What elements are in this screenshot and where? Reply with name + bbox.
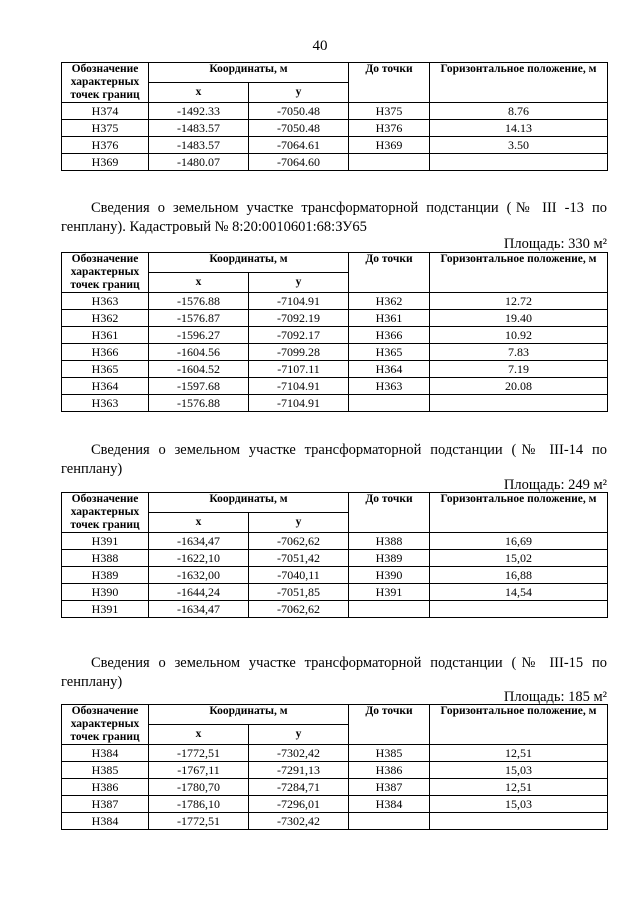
cell-point: Н375 (62, 120, 149, 137)
cell-y: -7296,01 (249, 796, 349, 813)
cell-point: Н388 (62, 550, 149, 567)
cell-point: Н363 (62, 395, 149, 412)
cell-distance (430, 395, 608, 412)
cell-distance: 12.72 (430, 293, 608, 310)
cell-x: -1780,70 (149, 779, 249, 796)
cell-distance: 8.76 (430, 103, 608, 120)
cell-y: -7302,42 (249, 813, 349, 830)
cell-distance: 20.08 (430, 378, 608, 395)
table-header-row (62, 705, 608, 725)
cell-y: -7104.91 (249, 378, 349, 395)
header-point: Обозначение характерных точек границ (62, 705, 149, 745)
cell-point: Н361 (62, 327, 149, 344)
section-description: Сведения о земельном участке трансформаторной подстанции (№ III-14 по генплану) (61, 442, 607, 477)
header-coordinates: Координаты, м (149, 705, 349, 725)
cell-x: -1596.27 (149, 327, 249, 344)
cell-y: -7062,62 (249, 601, 349, 618)
cell-x: -1632,00 (149, 567, 249, 584)
cell-y: -7064.60 (249, 154, 349, 171)
table-row (62, 344, 608, 361)
header-y: y (249, 273, 349, 293)
cell-point: Н390 (62, 584, 149, 601)
cell-distance: 12,51 (430, 745, 608, 762)
cell-distance: 14,54 (430, 584, 608, 601)
table-row (62, 779, 608, 796)
cell-x: -1772,51 (149, 745, 249, 762)
cell-point: Н362 (62, 310, 149, 327)
cell-y: -7040,11 (249, 567, 349, 584)
cell-to-point (349, 154, 430, 171)
cell-y: -7284,71 (249, 779, 349, 796)
cell-distance: 14.13 (430, 120, 608, 137)
table-row (62, 103, 608, 120)
cell-y: -7051,85 (249, 584, 349, 601)
header-x: x (149, 83, 249, 103)
header-to-point: До точки (349, 253, 430, 293)
cell-to-point: Н363 (349, 378, 430, 395)
cell-to-point: Н362 (349, 293, 430, 310)
cell-x: -1604.52 (149, 361, 249, 378)
table-row (62, 361, 608, 378)
cell-point: Н364 (62, 378, 149, 395)
table-row (62, 567, 608, 584)
cell-to-point (349, 395, 430, 412)
cell-to-point: Н364 (349, 361, 430, 378)
cell-x: -1576.87 (149, 310, 249, 327)
cell-point: Н376 (62, 137, 149, 154)
cell-x: -1604.56 (149, 344, 249, 361)
cell-point: Н391 (62, 533, 149, 550)
cell-y: -7064.61 (249, 137, 349, 154)
table-header-row (62, 493, 608, 513)
cell-distance: 12,51 (430, 779, 608, 796)
table-row (62, 395, 608, 412)
cell-distance: 7.19 (430, 361, 608, 378)
header-y: y (249, 513, 349, 533)
cell-y: -7092.17 (249, 327, 349, 344)
cell-distance: 16,69 (430, 533, 608, 550)
cell-point: Н384 (62, 813, 149, 830)
cell-to-point: Н388 (349, 533, 430, 550)
header-point: Обозначение характерных точек границ (62, 63, 149, 103)
cell-x: -1767,11 (149, 762, 249, 779)
cell-y: -7099.28 (249, 344, 349, 361)
cell-x: -1483.57 (149, 120, 249, 137)
cell-distance: 16,88 (430, 567, 608, 584)
header-y: y (249, 83, 349, 103)
cell-to-point: Н390 (349, 567, 430, 584)
cell-to-point: Н365 (349, 344, 430, 361)
header-to-point: До точки (349, 63, 430, 103)
cell-to-point: Н385 (349, 745, 430, 762)
cell-x: -1622,10 (149, 550, 249, 567)
header-point: Обозначение характерных точек границ (62, 493, 149, 533)
cell-to-point: Н369 (349, 137, 430, 154)
cell-distance: 19.40 (430, 310, 608, 327)
header-distance: Горизонтальное положение, м (430, 493, 608, 533)
header-x: x (149, 513, 249, 533)
table-row (62, 327, 608, 344)
coordinates-table (61, 252, 608, 412)
header-to-point: До точки (349, 493, 430, 533)
cell-distance: 7.83 (430, 344, 608, 361)
area-label: Площадь: 249 м² (503, 477, 607, 493)
cell-x: -1492.33 (149, 103, 249, 120)
cell-x: -1634,47 (149, 533, 249, 550)
cell-x: -1480.07 (149, 154, 249, 171)
cell-to-point: Н386 (349, 762, 430, 779)
header-coordinates: Координаты, м (149, 253, 349, 273)
section-description: Сведения о земельном участке трансформаторной подстанции (№ III-15 по генплану) (61, 655, 607, 690)
header-y: y (249, 725, 349, 745)
cell-point: Н369 (62, 154, 149, 171)
cell-x: -1786,10 (149, 796, 249, 813)
table-row (62, 584, 608, 601)
table-row (62, 293, 608, 310)
table-row (62, 378, 608, 395)
table-row (62, 533, 608, 550)
cell-y: -7104.91 (249, 293, 349, 310)
cell-point: Н366 (62, 344, 149, 361)
header-coordinates: Координаты, м (149, 63, 349, 83)
cell-y: -7050.48 (249, 103, 349, 120)
coordinates-table (61, 704, 608, 830)
header-to-point: До точки (349, 705, 430, 745)
table-row (62, 813, 608, 830)
table-header-row (62, 63, 608, 83)
table-row (62, 550, 608, 567)
cell-x: -1634,47 (149, 601, 249, 618)
table-row (62, 762, 608, 779)
header-distance: Горизонтальное положение, м (430, 63, 608, 103)
table-row (62, 154, 608, 171)
cell-distance (430, 813, 608, 830)
cell-to-point: Н391 (349, 584, 430, 601)
coordinates-table (61, 492, 608, 618)
cell-point: Н385 (62, 762, 149, 779)
header-coordinates: Координаты, м (149, 493, 349, 513)
coordinates-table (61, 62, 608, 171)
cell-distance (430, 154, 608, 171)
header-distance: Горизонтальное положение, м (430, 705, 608, 745)
cell-to-point: Н384 (349, 796, 430, 813)
table-row (62, 137, 608, 154)
cell-x: -1597.68 (149, 378, 249, 395)
cell-x: -1576.88 (149, 395, 249, 412)
cell-y: -7051,42 (249, 550, 349, 567)
cell-x: -1483.57 (149, 137, 249, 154)
cell-y: -7050.48 (249, 120, 349, 137)
cell-point: Н365 (62, 361, 149, 378)
table-row (62, 796, 608, 813)
cell-point: Н363 (62, 293, 149, 310)
cell-point: Н391 (62, 601, 149, 618)
table-row (62, 310, 608, 327)
cell-to-point: Н375 (349, 103, 430, 120)
cell-to-point: Н389 (349, 550, 430, 567)
header-x: x (149, 725, 249, 745)
header-x: x (149, 273, 249, 293)
cell-y: -7302,42 (249, 745, 349, 762)
cell-distance: 15,03 (430, 796, 608, 813)
cell-y: -7092.19 (249, 310, 349, 327)
cell-to-point: Н366 (349, 327, 430, 344)
cell-x: -1576.88 (149, 293, 249, 310)
section-description: Сведения о земельном участке трансформаторной подстанции (№ III -13 по генплану). Кадастровый № 8:20:0010601:68:ЗУ65 (61, 200, 607, 235)
cell-distance: 10.92 (430, 327, 608, 344)
cell-y: -7104.91 (249, 395, 349, 412)
cell-point: Н387 (62, 796, 149, 813)
table-header-row (62, 253, 608, 273)
cell-distance (430, 601, 608, 618)
cell-to-point: Н387 (349, 779, 430, 796)
cell-x: -1772,51 (149, 813, 249, 830)
cell-to-point (349, 601, 430, 618)
cell-x: -1644,24 (149, 584, 249, 601)
cell-to-point: Н376 (349, 120, 430, 137)
header-distance: Горизонтальное положение, м (430, 253, 608, 293)
cell-y: -7107.11 (249, 361, 349, 378)
area-label: Площадь: 185 м² (503, 689, 607, 705)
cell-point: Н389 (62, 567, 149, 584)
page-number: 40 (312, 38, 328, 54)
cell-to-point (349, 813, 430, 830)
header-point: Обозначение характерных точек границ (62, 253, 149, 293)
cell-distance: 3.50 (430, 137, 608, 154)
area-label: Площадь: 330 м² (503, 236, 607, 252)
cell-point: Н384 (62, 745, 149, 762)
cell-point: Н374 (62, 103, 149, 120)
cell-distance: 15,02 (430, 550, 608, 567)
cell-distance: 15,03 (430, 762, 608, 779)
cell-to-point: Н361 (349, 310, 430, 327)
cell-y: -7291,13 (249, 762, 349, 779)
table-row (62, 120, 608, 137)
cell-point: Н386 (62, 779, 149, 796)
table-row (62, 745, 608, 762)
table-row (62, 601, 608, 618)
cell-y: -7062,62 (249, 533, 349, 550)
